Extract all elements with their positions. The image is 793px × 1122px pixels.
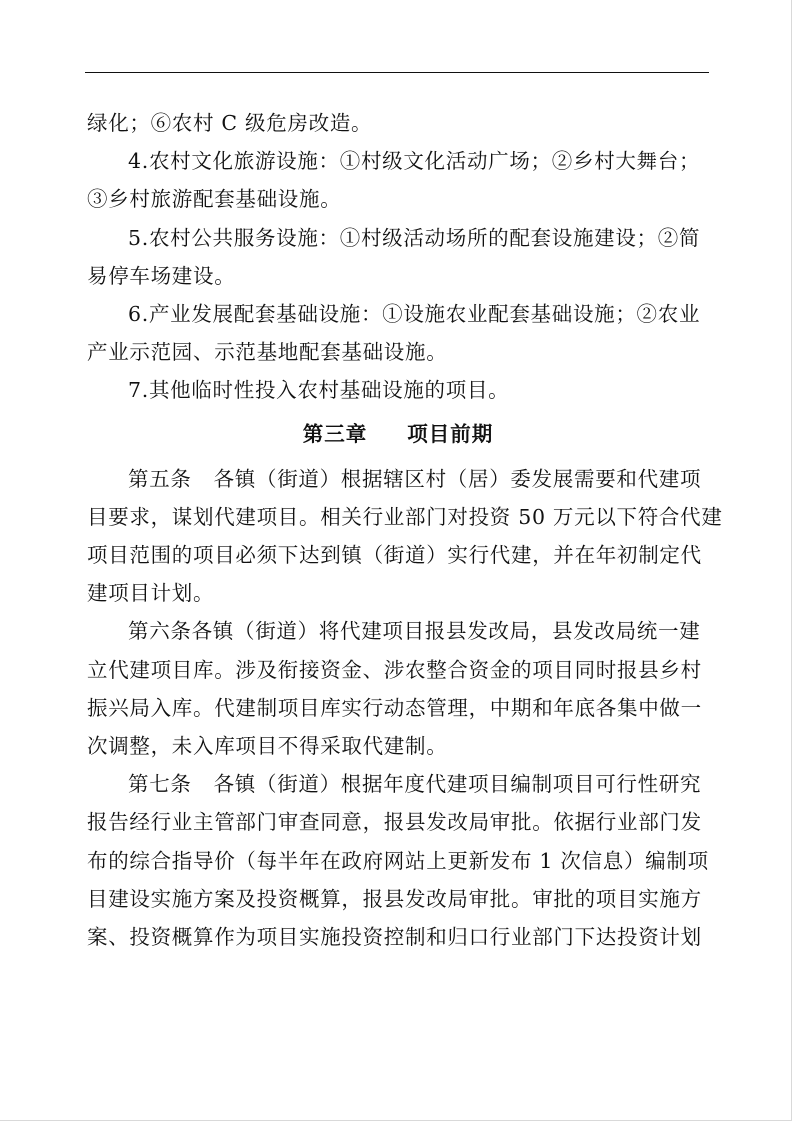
text-line bbox=[87, 612, 709, 650]
text-line: 项目范围的项目必须下达到镇（街道）实行代建，并在年初制定代 bbox=[87, 543, 702, 568]
text-line: 立代建项目库。涉及衔接资金、涉农整合资金的项目同时报县乡村 bbox=[87, 657, 702, 682]
text-line: 案、投资概算作为项目实施投资控制和归口行业部门下达投资计划 bbox=[87, 925, 702, 950]
text-line: 目建设实施方案及投资概算，报县发改局审批。审批的项目实施方 bbox=[87, 886, 702, 911]
chapter-title: 项目前期 bbox=[407, 421, 494, 446]
article-6 bbox=[87, 612, 709, 765]
paragraph-item-6 bbox=[87, 295, 709, 371]
text-line: 布的综合指导价（每半年在政府网站上更新发布 1 次信息）编制项 bbox=[87, 848, 709, 873]
paragraph-item-3-continued bbox=[87, 104, 709, 142]
article-text: 各镇（街道）根据年度代建项目编制项目可行性研究 bbox=[213, 772, 702, 797]
text-line: 绿化；⑥农村 C 级危房改造。 bbox=[87, 111, 373, 135]
chapter-number: 第三章 bbox=[302, 421, 368, 446]
text-line: 4.农村文化旅游设施：①村级文化活动广场；②乡村大舞台； bbox=[128, 149, 701, 174]
article-number: 第七条 bbox=[128, 772, 192, 797]
text-line: 目要求，谋划代建项目。相关行业部门对投资 50 万元以下符合代建 bbox=[87, 504, 723, 529]
chapter-heading bbox=[87, 410, 709, 460]
text-line: 报告经行业主管部门审查同意，报县发改局审批。依据行业部门发 bbox=[87, 810, 702, 835]
text-line bbox=[87, 765, 709, 803]
text-line: ③乡村旅游配套基础设施。 bbox=[87, 187, 342, 212]
text-line: 建项目计划。 bbox=[87, 581, 215, 606]
header-rule bbox=[85, 72, 709, 73]
text-line: 7.其他临时性投入农村基础设施的项目。 bbox=[128, 378, 510, 403]
text-line: 6.产业发展配套基础设施：①设施农业配套基础设施；②农业 bbox=[128, 302, 701, 327]
paragraph-item-4 bbox=[87, 142, 709, 218]
article-number: 第五条 bbox=[128, 466, 192, 491]
text-line: 次调整，未入库项目不得采取代建制。 bbox=[87, 734, 448, 759]
article-5 bbox=[87, 460, 723, 613]
text-line: 5.农村公共服务设施：①村级活动场所的配套设施建设；②简 bbox=[128, 225, 701, 250]
text-line: 产业示范园、示范基地配套基础设施。 bbox=[87, 340, 448, 365]
paragraph-item-5 bbox=[87, 219, 709, 295]
text-line: 易停车场建设。 bbox=[87, 263, 236, 288]
text-line: 振兴局入库。代建制项目库实行动态管理，中期和年底各集中做一 bbox=[87, 695, 702, 720]
paragraph-item-7 bbox=[87, 371, 709, 409]
article-text: 各镇（街道）根据辖区村（居）委发展需要和代建项 bbox=[213, 466, 702, 491]
document-body bbox=[87, 104, 723, 956]
article-number: 第六条 bbox=[128, 619, 192, 644]
text-line bbox=[87, 460, 709, 498]
article-text: 各镇（街道）将代建项目报县发改局，县发改局统一建 bbox=[191, 619, 701, 644]
article-7 bbox=[87, 765, 709, 956]
